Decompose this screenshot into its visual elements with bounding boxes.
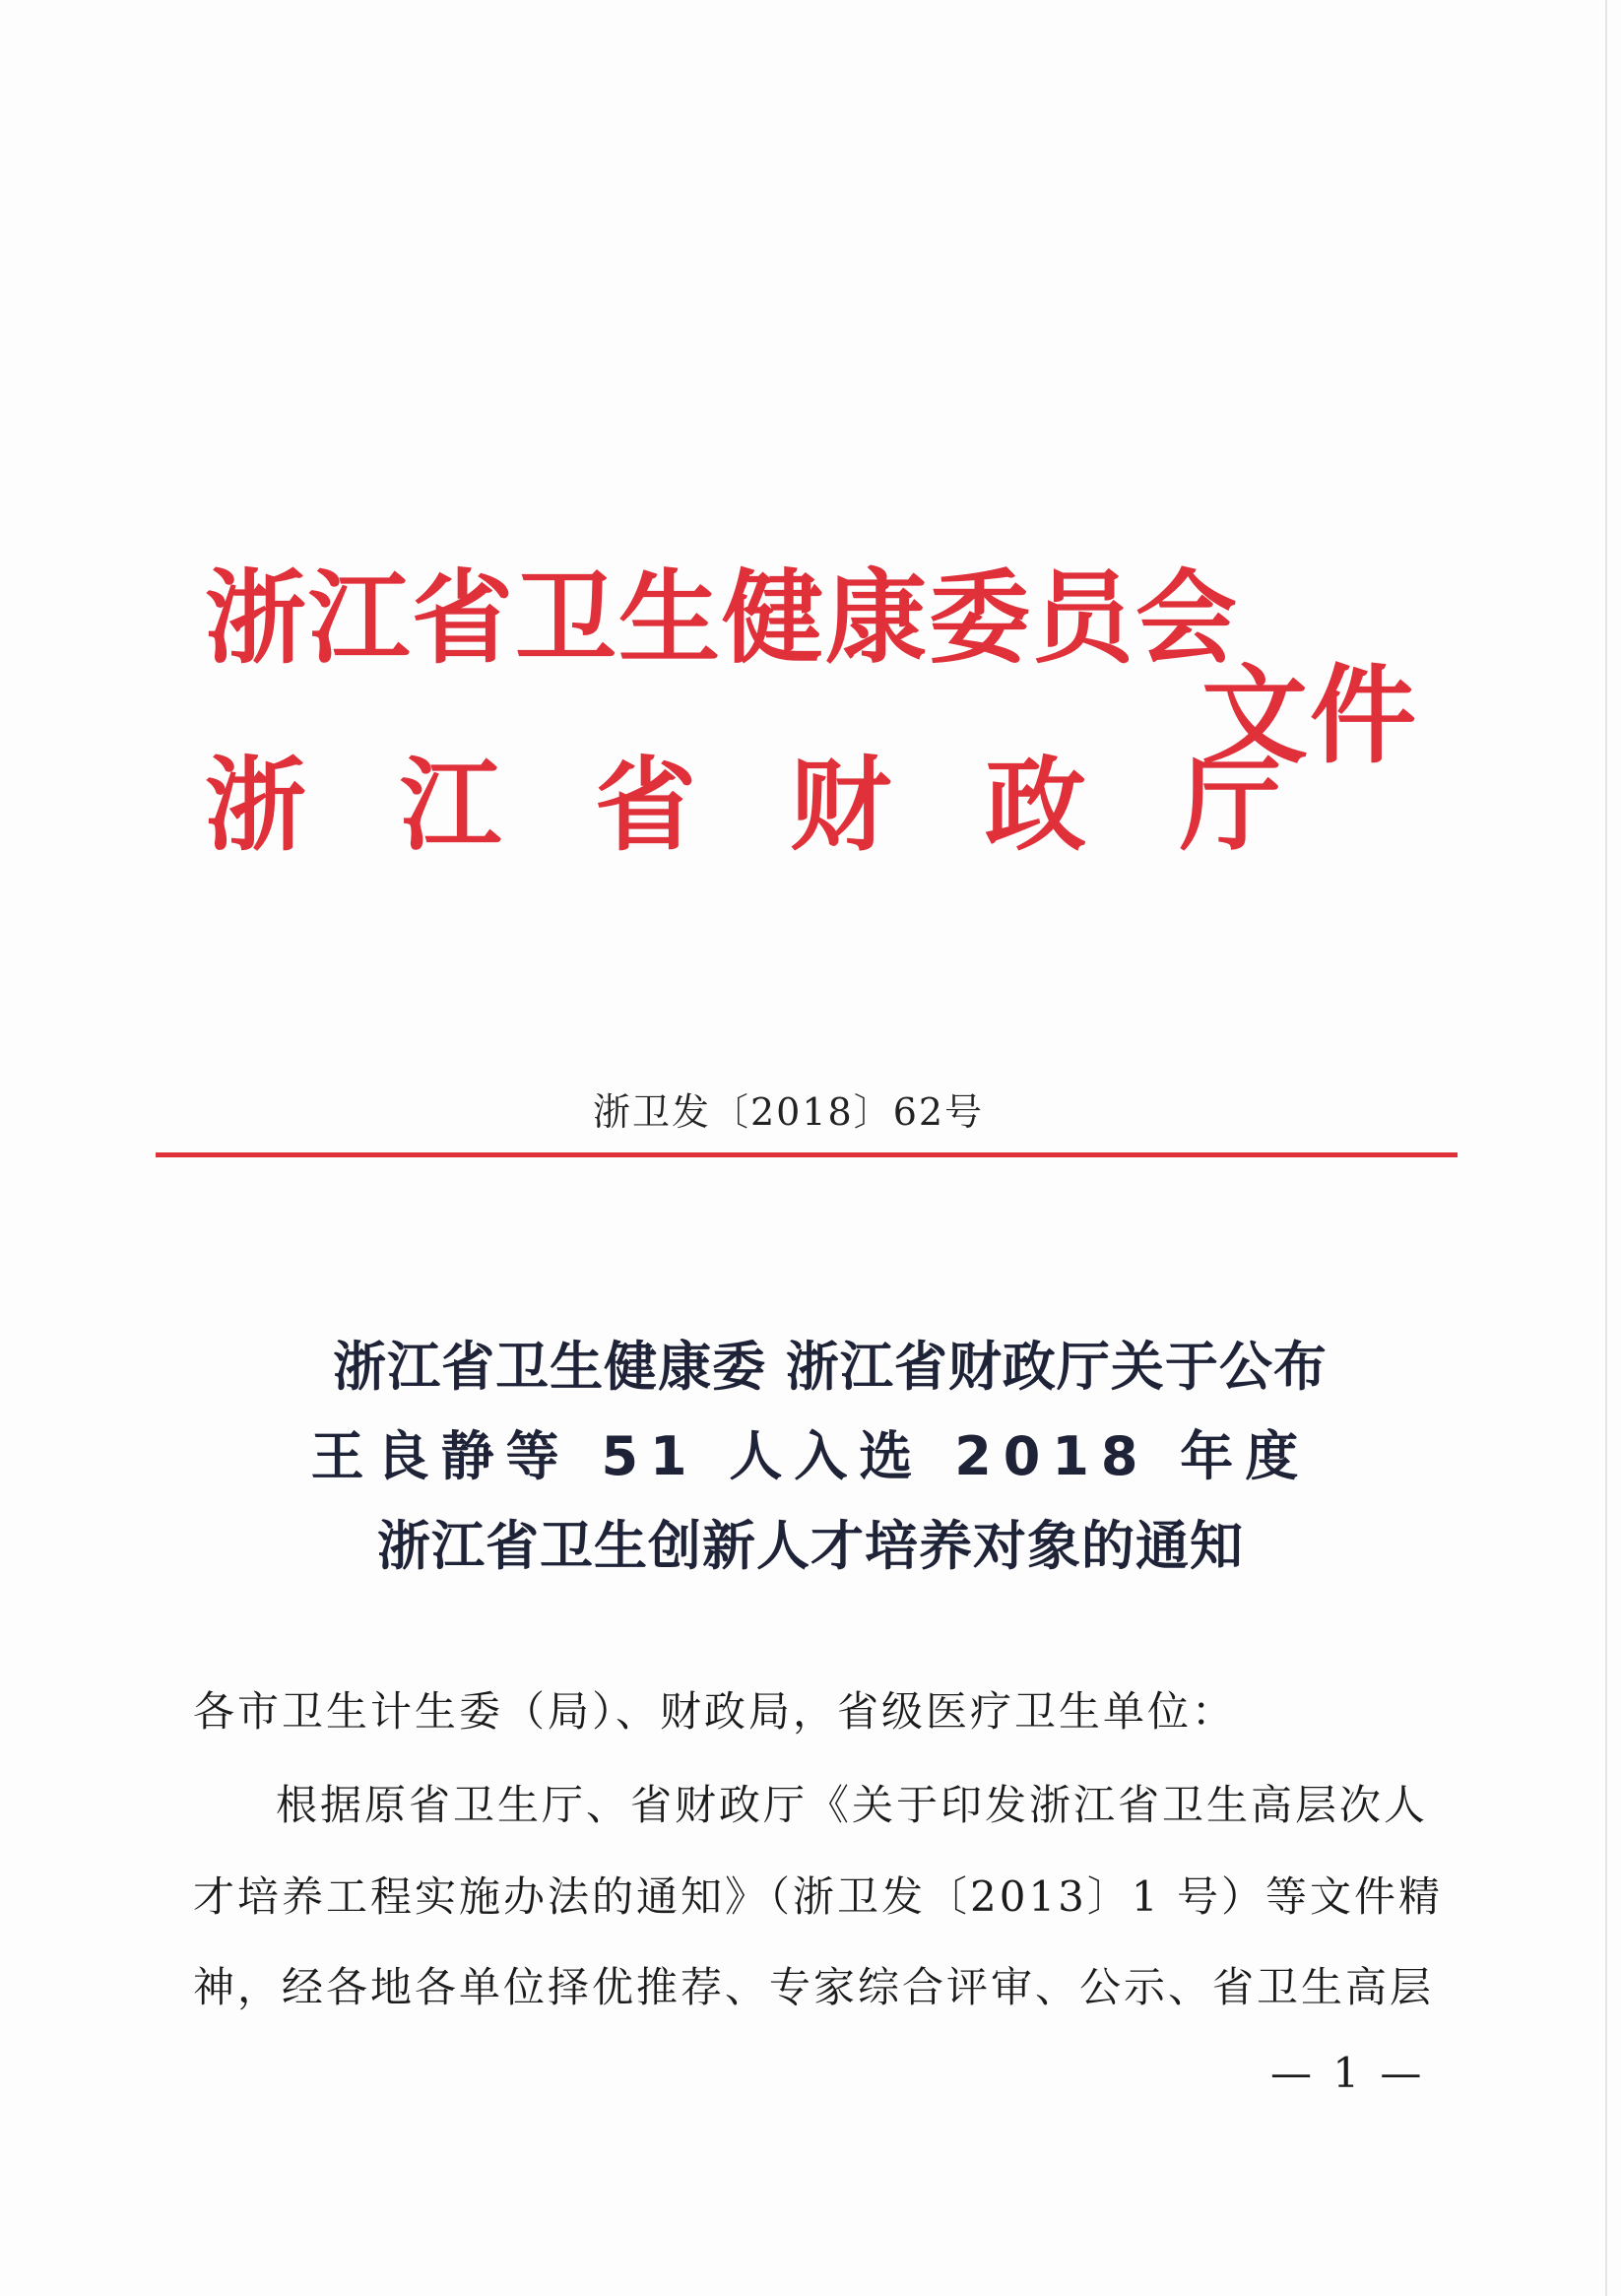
salutation: 各市卫生计生委（局）、财政局，省级医疗卫生单位： <box>193 1687 1237 1736</box>
issuer-finance-department: 浙江省财政厅 <box>205 746 1375 865</box>
page-number: — 1 — <box>1270 2049 1426 2097</box>
issuer-health-commission: 浙江省卫生健康委员会 <box>205 558 1239 678</box>
notice-title-line-3: 浙江省卫生创新人才培养对象的通知 <box>377 1515 1244 1577</box>
paragraph-line-1: 根据原省卫生厅、省财政厅《关于印发浙江省卫生高层次人 <box>276 1781 1429 1829</box>
notice-title-line-1: 浙江省卫生健康委 浙江省财政厅关于公布 <box>333 1336 1328 1398</box>
notice-title-line-2: 王良静等 51 人入选 2018 年度 <box>310 1425 1311 1487</box>
paragraph-line-3: 神，经各地各单位择优推荐、专家综合评审、公示、省卫生高层 <box>193 1963 1435 2011</box>
scan-edge <box>1605 0 1607 2296</box>
document-type-label: 文件 <box>1201 654 1419 778</box>
paragraph-line-2: 才培养工程实施办法的通知》（浙卫发〔2013〕1 号）等文件精 <box>193 1872 1443 1921</box>
red-separator-line <box>156 1152 1458 1157</box>
document-number: 浙卫发〔2018〕62号 <box>593 1090 985 1134</box>
